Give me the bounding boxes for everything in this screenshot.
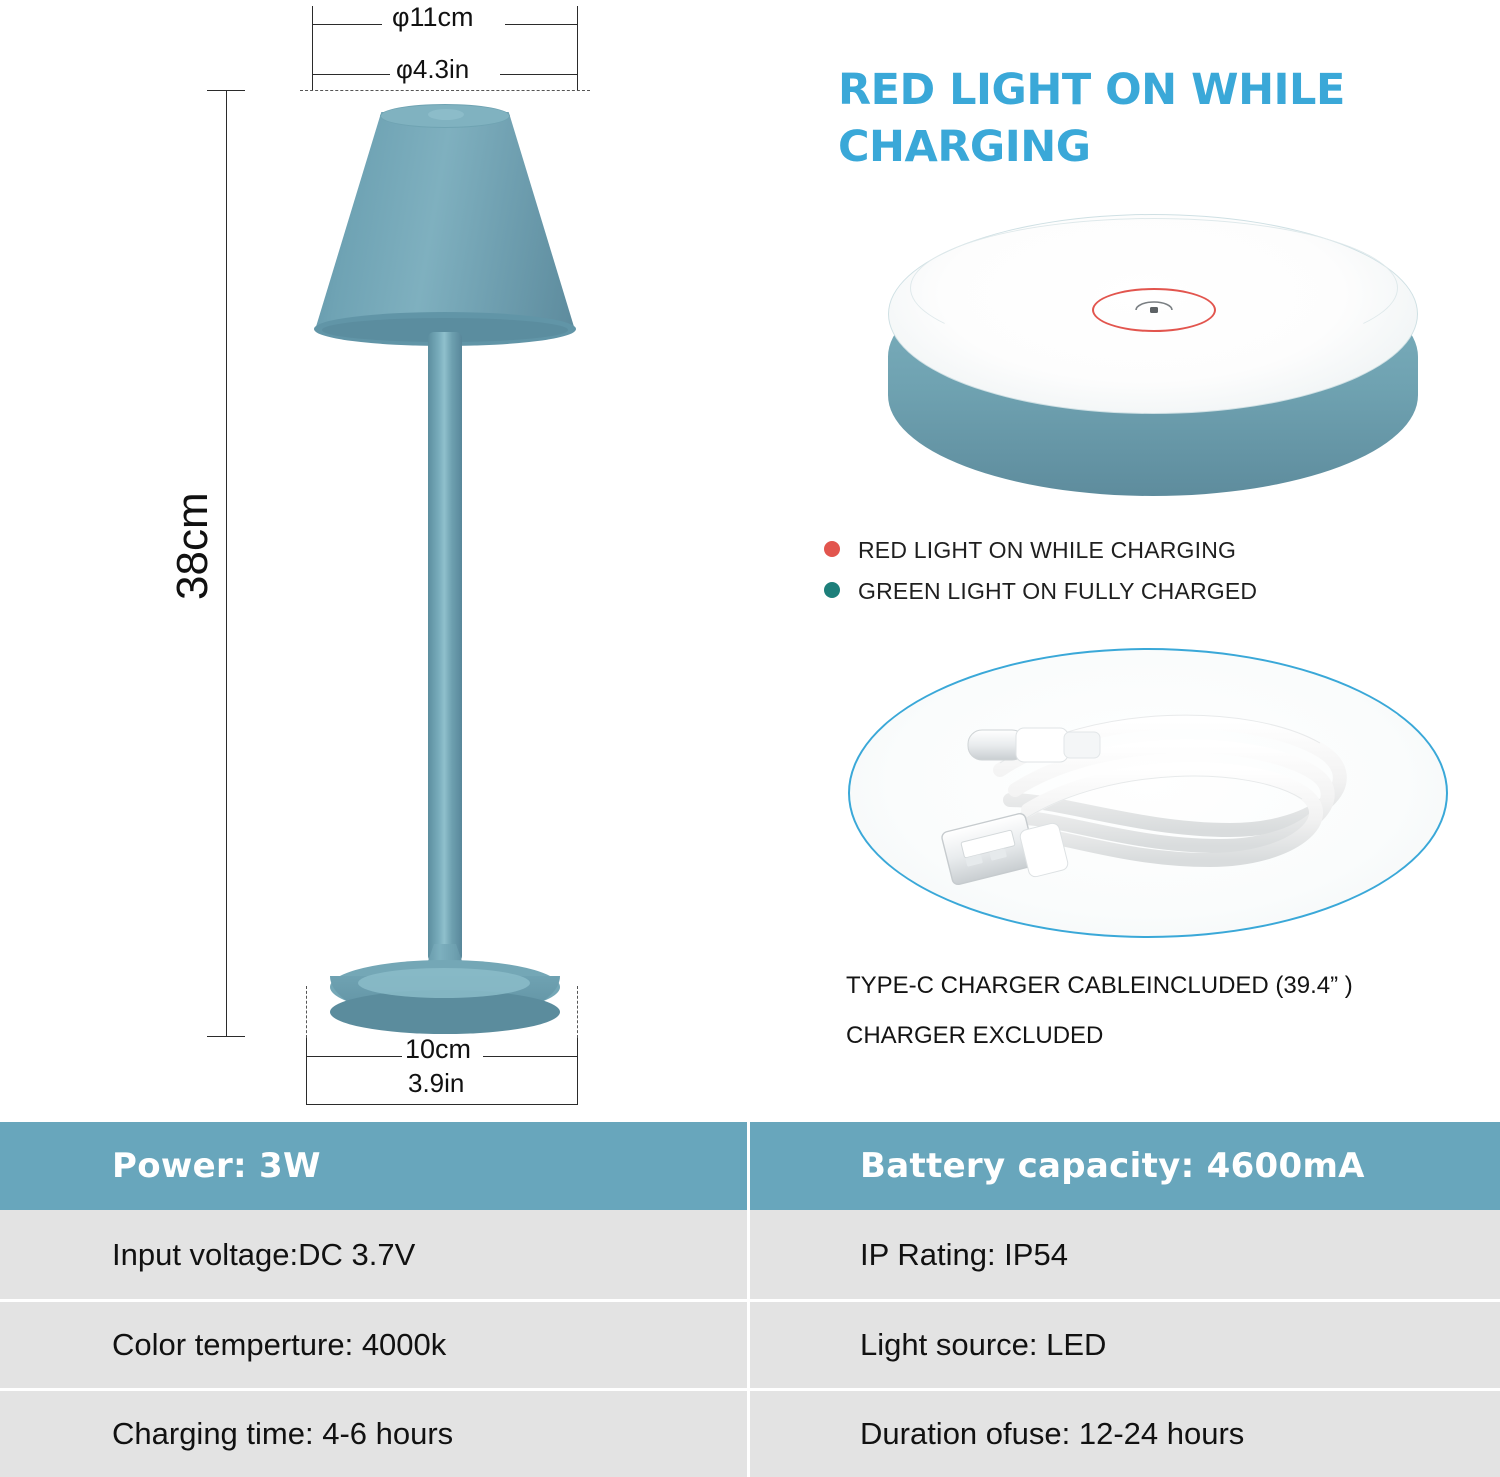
dim-top-cm-bracket-left	[312, 6, 313, 48]
charging-info-panel	[800, 0, 1500, 1120]
cable-caption-line-1: TYPE-C CHARGER CABLEINCLUDED (39.4” )	[846, 972, 1353, 999]
dim-top-cm-line-a	[312, 24, 382, 25]
label-shade-diameter-cm: φ11cm	[392, 2, 474, 32]
dim-base-cm-bracket-left	[306, 1038, 307, 1076]
dim-base-extension-left	[306, 986, 307, 1038]
table-row	[0, 1299, 1500, 1388]
label-base-width-cm: 10cm	[405, 1034, 472, 1064]
legend-label-green: GREEN LIGHT ON FULLY CHARGED	[858, 578, 1258, 604]
cable-photo-frame	[848, 648, 1448, 938]
label-shade-diameter-in: φ4.3in	[396, 54, 470, 84]
lamp-pole	[428, 332, 462, 962]
dim-top-in-line-a	[312, 74, 390, 75]
lamp-touch-control	[428, 109, 464, 120]
usb-a-connector	[941, 812, 1069, 885]
spec-light-source: Light source: LED	[860, 1327, 1107, 1362]
label-lamp-height: 38cm	[168, 492, 217, 600]
spec-battery-capacity: Battery capacity: 4600mA	[860, 1146, 1365, 1186]
dim-top-in-bracket-right	[577, 48, 578, 90]
dim-base-in-line	[306, 1104, 578, 1105]
label-base-width-in: 3.9in	[408, 1068, 465, 1098]
legend-label-red: RED LIGHT ON WHILE CHARGING	[858, 537, 1237, 563]
spec-duration-of-use: Duration ofuse: 12-24 hours	[860, 1416, 1245, 1451]
dimension-diagram	[0, 0, 800, 1120]
charging-symbol-icon	[1130, 296, 1178, 324]
dim-height-line	[226, 90, 227, 1036]
dim-base-cm-line-a	[306, 1056, 402, 1057]
spec-power: Power: 3W	[0, 1122, 750, 1210]
dim-base-extension-right	[577, 986, 578, 1038]
specifications-table	[0, 1120, 1500, 1475]
spec-ip-rating: IP Rating: IP54	[860, 1236, 1068, 1272]
lamp-illustration	[300, 104, 590, 1034]
spec-input-voltage: Input voltage:DC 3.7V	[0, 1210, 750, 1299]
dim-top-in-line-b	[500, 74, 578, 75]
dim-base-in-bracket-left	[306, 1076, 307, 1104]
green-dot-icon	[824, 582, 840, 598]
cable-caption-line-2: CHARGER EXCLUDED	[846, 1022, 1104, 1049]
spec-charging-time: Charging time: 4-6 hours	[0, 1391, 750, 1477]
dim-base-cm-bracket-right	[577, 1038, 578, 1076]
cable-drawing	[850, 650, 1448, 938]
charger-cable-illustration	[848, 648, 1448, 938]
legend-item-green	[824, 578, 1257, 605]
dim-base-cm-line-b	[483, 1056, 578, 1057]
dim-height-cap-bottom	[207, 1036, 245, 1037]
lamp-base-highlight	[358, 968, 530, 998]
dim-top-cm-bracket-right	[577, 6, 578, 48]
dim-height-cap-top	[207, 90, 245, 91]
lamp-shade	[315, 112, 575, 330]
red-dot-icon	[824, 541, 840, 557]
table-row	[0, 1388, 1500, 1477]
dim-extension-top	[300, 90, 590, 91]
table-header-row	[0, 1122, 1500, 1210]
usb-c-connector	[968, 728, 1100, 762]
table-row	[0, 1210, 1500, 1299]
dim-top-in-bracket-left	[312, 48, 313, 90]
headline-text: RED LIGHT ON WHILE CHARGING	[838, 65, 1345, 172]
charging-base-illustration	[830, 196, 1470, 526]
legend-item-red	[824, 537, 1236, 564]
spec-color-temperature: Color temperture: 4000k	[0, 1302, 750, 1388]
dim-base-in-bracket-right	[577, 1076, 578, 1104]
dim-top-cm-line-b	[505, 24, 578, 25]
